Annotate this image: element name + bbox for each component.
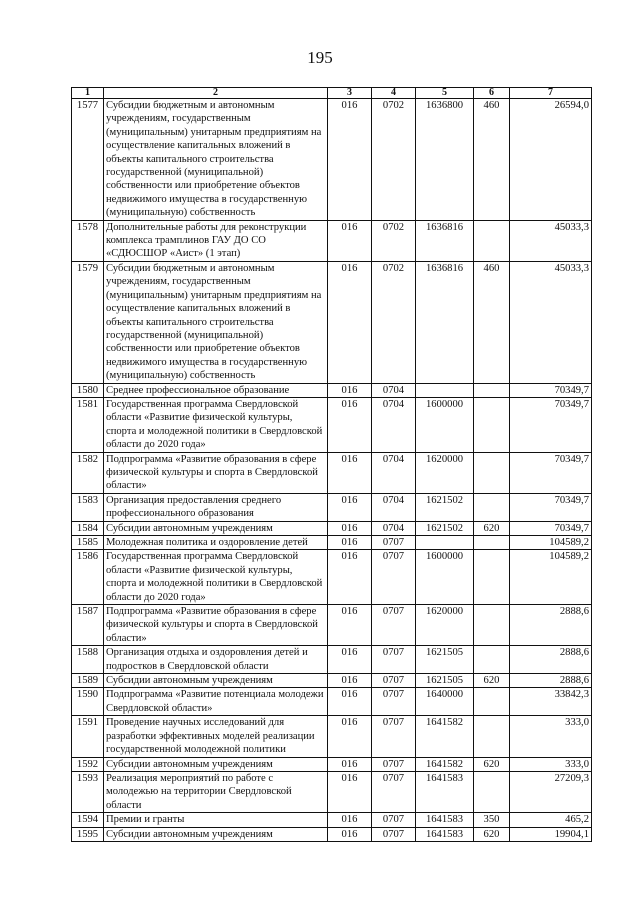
target-code-cell: 1621502 <box>416 493 474 521</box>
table-row <box>72 521 592 535</box>
header-cell: 7 <box>510 88 592 99</box>
target-code-cell: 1641582 <box>416 757 474 771</box>
ministry-code-cell: 016 <box>328 452 372 493</box>
item-name-cell: Реализация мероприятий по работе с молодежью на территории Свердловской области <box>104 771 328 812</box>
section-code-cell: 0707 <box>372 605 416 646</box>
table-row <box>72 99 592 221</box>
amount-cell: 45033,3 <box>510 261 592 383</box>
item-name-cell: Подпрограмма «Развитие образования в сфере физической культуры и спорта в Свердловской области» <box>104 605 328 646</box>
item-name-cell: Субсидии бюджетным и автономным учреждениям, государственным (муниципальным) унитарным предприятиям на осуществление капитальных вложений в объекты капитального строительства государственной (муниципальной) собственности или приобретение объектов недвижимого имущества в государственную (муниципальную) собственность <box>104 99 328 221</box>
amount-cell: 2888,6 <box>510 605 592 646</box>
ministry-code-cell: 016 <box>328 493 372 521</box>
section-code-cell: 0707 <box>372 771 416 812</box>
target-code-cell: 1640000 <box>416 688 474 716</box>
item-name-cell: Субсидии автономным учреждениям <box>104 827 328 841</box>
amount-cell: 70349,7 <box>510 397 592 452</box>
target-code-cell: 1641583 <box>416 827 474 841</box>
expense-type-cell <box>474 688 510 716</box>
expense-type-cell: 350 <box>474 813 510 827</box>
ministry-code-cell: 016 <box>328 757 372 771</box>
row-number-cell: 1580 <box>72 383 104 397</box>
target-code-cell: 1620000 <box>416 605 474 646</box>
amount-cell: 104589,2 <box>510 536 592 550</box>
ministry-code-cell: 016 <box>328 383 372 397</box>
header-cell: 2 <box>104 88 328 99</box>
section-code-cell: 0704 <box>372 397 416 452</box>
table-row <box>72 716 592 757</box>
expense-type-cell <box>474 646 510 674</box>
row-number-cell: 1579 <box>72 261 104 383</box>
expense-type-cell: 620 <box>474 521 510 535</box>
ministry-code-cell: 016 <box>328 813 372 827</box>
target-code-cell: 1621505 <box>416 674 474 688</box>
table-row <box>72 452 592 493</box>
amount-cell: 104589,2 <box>510 550 592 605</box>
target-code-cell: 1636816 <box>416 261 474 383</box>
table-row <box>72 605 592 646</box>
ministry-code-cell: 016 <box>328 536 372 550</box>
table-row <box>72 688 592 716</box>
ministry-code-cell: 016 <box>328 261 372 383</box>
amount-cell: 19904,1 <box>510 827 592 841</box>
ministry-code-cell: 016 <box>328 99 372 221</box>
target-code-cell: 1636816 <box>416 220 474 261</box>
row-number-cell: 1586 <box>72 550 104 605</box>
table-row <box>72 261 592 383</box>
ministry-code-cell: 016 <box>328 827 372 841</box>
ministry-code-cell: 016 <box>328 771 372 812</box>
item-name-cell: Проведение научных исследований для разработки эффективных моделей реализации государственной молодежной политики <box>104 716 328 757</box>
section-code-cell: 0702 <box>372 99 416 221</box>
ministry-code-cell: 016 <box>328 397 372 452</box>
section-code-cell: 0707 <box>372 827 416 841</box>
expense-type-cell: 620 <box>474 674 510 688</box>
amount-cell: 2888,6 <box>510 646 592 674</box>
header-cell: 4 <box>372 88 416 99</box>
table-row <box>72 220 592 261</box>
row-number-cell: 1595 <box>72 827 104 841</box>
header-cell: 6 <box>474 88 510 99</box>
target-code-cell: 1621505 <box>416 646 474 674</box>
expense-type-cell <box>474 716 510 757</box>
item-name-cell: Премии и гранты <box>104 813 328 827</box>
target-code-cell: 1641582 <box>416 716 474 757</box>
amount-cell: 2888,6 <box>510 674 592 688</box>
item-name-cell: Организация отдыха и оздоровления детей и подростков в Свердловской области <box>104 646 328 674</box>
page-number: 195 <box>307 48 333 67</box>
ministry-code-cell: 016 <box>328 716 372 757</box>
target-code-cell <box>416 383 474 397</box>
expense-type-cell <box>474 220 510 261</box>
table-row <box>72 674 592 688</box>
table-row <box>72 646 592 674</box>
table-row <box>72 757 592 771</box>
item-name-cell: Субсидии автономным учреждениям <box>104 674 328 688</box>
amount-cell: 45033,3 <box>510 220 592 261</box>
section-code-cell: 0704 <box>372 383 416 397</box>
target-code-cell <box>416 536 474 550</box>
row-number-cell: 1587 <box>72 605 104 646</box>
item-name-cell: Подпрограмма «Развитие образования в сфере физической культуры и спорта в Свердловской области» <box>104 452 328 493</box>
ministry-code-cell: 016 <box>328 550 372 605</box>
expense-type-cell <box>474 771 510 812</box>
section-code-cell: 0702 <box>372 220 416 261</box>
section-code-cell: 0704 <box>372 493 416 521</box>
table-row <box>72 771 592 812</box>
amount-cell: 70349,7 <box>510 493 592 521</box>
target-code-cell: 1641583 <box>416 813 474 827</box>
ministry-code-cell: 016 <box>328 688 372 716</box>
header-row <box>72 88 592 99</box>
item-name-cell: Субсидии бюджетным и автономным учреждениям, государственным (муниципальным) унитарным предприятиям на осуществление капитальных вложений в объекты капитального строительства государственной (муниципальной) собственности или приобретение объектов недвижимого имущества в государственную (муниципальную) собственность <box>104 261 328 383</box>
amount-cell: 33842,3 <box>510 688 592 716</box>
expense-type-cell <box>474 397 510 452</box>
section-code-cell: 0707 <box>372 813 416 827</box>
ministry-code-cell: 016 <box>328 220 372 261</box>
row-number-cell: 1585 <box>72 536 104 550</box>
expense-type-cell: 620 <box>474 827 510 841</box>
item-name-cell: Подпрограмма «Развитие потенциала молодежи Свердловской области» <box>104 688 328 716</box>
target-code-cell: 1620000 <box>416 452 474 493</box>
item-name-cell: Государственная программа Свердловской области «Развитие физической культуры, спорта и молодежной политики в Свердловской области до 2020 года» <box>104 397 328 452</box>
amount-cell: 26594,0 <box>510 99 592 221</box>
item-name-cell: Субсидии автономным учреждениям <box>104 521 328 535</box>
target-code-cell: 1600000 <box>416 397 474 452</box>
row-number-cell: 1591 <box>72 716 104 757</box>
item-name-cell: Государственная программа Свердловской области «Развитие физической культуры, спорта и молодежной политики в Свердловской области до 2020 года» <box>104 550 328 605</box>
table-row <box>72 827 592 841</box>
row-number-cell: 1582 <box>72 452 104 493</box>
target-code-cell: 1641583 <box>416 771 474 812</box>
table-row <box>72 397 592 452</box>
row-number-cell: 1577 <box>72 99 104 221</box>
expense-type-cell <box>474 536 510 550</box>
item-name-cell: Организация предоставления среднего профессионального образования <box>104 493 328 521</box>
section-code-cell: 0707 <box>372 550 416 605</box>
table-row <box>72 383 592 397</box>
amount-cell: 70349,7 <box>510 383 592 397</box>
expense-type-cell <box>474 452 510 493</box>
row-number-cell: 1593 <box>72 771 104 812</box>
header-cell: 1 <box>72 88 104 99</box>
item-name-cell: Дополнительные работы для реконструкции комплекса трамплинов ГАУ ДО СО «СДЮСШОР «Аист» (1 этап) <box>104 220 328 261</box>
amount-cell: 333,0 <box>510 716 592 757</box>
table-row <box>72 813 592 827</box>
section-code-cell: 0704 <box>372 521 416 535</box>
item-name-cell: Субсидии автономным учреждениям <box>104 757 328 771</box>
ministry-code-cell: 016 <box>328 605 372 646</box>
expense-type-cell <box>474 550 510 605</box>
section-code-cell: 0707 <box>372 716 416 757</box>
ministry-code-cell: 016 <box>328 646 372 674</box>
section-code-cell: 0707 <box>372 646 416 674</box>
row-number-cell: 1578 <box>72 220 104 261</box>
table-row <box>72 536 592 550</box>
expense-type-cell <box>474 383 510 397</box>
section-code-cell: 0707 <box>372 536 416 550</box>
row-number-cell: 1589 <box>72 674 104 688</box>
expense-type-cell: 460 <box>474 261 510 383</box>
budget-table <box>71 87 592 842</box>
expense-type-cell: 460 <box>474 99 510 221</box>
table-row <box>72 550 592 605</box>
row-number-cell: 1594 <box>72 813 104 827</box>
row-number-cell: 1588 <box>72 646 104 674</box>
row-number-cell: 1583 <box>72 493 104 521</box>
amount-cell: 27209,3 <box>510 771 592 812</box>
section-code-cell: 0707 <box>372 674 416 688</box>
header-cell: 5 <box>416 88 474 99</box>
ministry-code-cell: 016 <box>328 674 372 688</box>
table-row <box>72 493 592 521</box>
row-number-cell: 1592 <box>72 757 104 771</box>
item-name-cell: Молодежная политика и оздоровление детей <box>104 536 328 550</box>
amount-cell: 70349,7 <box>510 521 592 535</box>
row-number-cell: 1581 <box>72 397 104 452</box>
expense-type-cell <box>474 605 510 646</box>
row-number-cell: 1590 <box>72 688 104 716</box>
item-name-cell: Среднее профессиональное образование <box>104 383 328 397</box>
section-code-cell: 0707 <box>372 688 416 716</box>
target-code-cell: 1621502 <box>416 521 474 535</box>
section-code-cell: 0704 <box>372 452 416 493</box>
ministry-code-cell: 016 <box>328 521 372 535</box>
target-code-cell: 1600000 <box>416 550 474 605</box>
expense-type-cell <box>474 493 510 521</box>
expense-type-cell: 620 <box>474 757 510 771</box>
section-code-cell: 0702 <box>372 261 416 383</box>
target-code-cell: 1636800 <box>416 99 474 221</box>
amount-cell: 465,2 <box>510 813 592 827</box>
row-number-cell: 1584 <box>72 521 104 535</box>
amount-cell: 333,0 <box>510 757 592 771</box>
section-code-cell: 0707 <box>372 757 416 771</box>
header-cell: 3 <box>328 88 372 99</box>
amount-cell: 70349,7 <box>510 452 592 493</box>
